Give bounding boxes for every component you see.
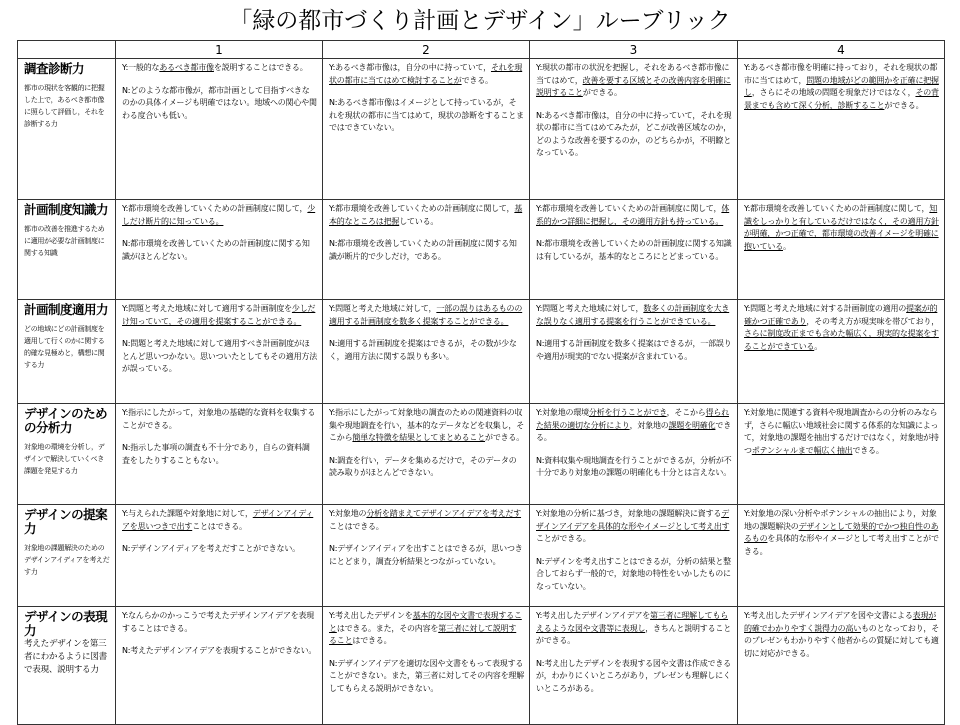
cell-no-text: N:都市環境を改善していくための計画制度に関する知識がほとんどない。: [122, 239, 310, 261]
rubric-row: [18, 607, 945, 725]
criterion-description: 考えたデザインを第三者にわかるように図書で表現、説明する力: [24, 639, 107, 675]
corner-cell: [18, 41, 116, 59]
cell-yes-text: Y:対象地の分析を踏まえてデザインアイデアを考えだすことはできる。: [329, 509, 522, 531]
rubric-cell: [323, 607, 530, 725]
rubric-cell: [116, 300, 323, 404]
rubric-cell: [738, 200, 945, 300]
criterion-title: デザインのための分析力: [24, 406, 108, 435]
rubric-cell: [738, 607, 945, 725]
cell-yes-text: Y:なんらかのかっこうで考えたデザインアイデアを表現することはできる。: [122, 611, 315, 633]
rubric-cell: [530, 404, 738, 505]
rubric-row: [18, 300, 945, 404]
rubric-cell: [530, 505, 738, 607]
rubric-cell: [116, 404, 323, 505]
rubric-table: [17, 40, 945, 725]
cell-yes-text: Y:対象地の深い分析やポテンシャルの抽出により，対象地の課題解決のデザインとして効果的でかつ独自性のあるものを具体的な形やイメージとして考え出すことができる。: [744, 509, 939, 556]
rubric-cell: [738, 404, 945, 505]
rubric-row: [18, 404, 945, 505]
cell-no-text: N:デザインアイデアを適切な図や文書をもって表現することができない。また，第三者に対してその内容を理解してもらえる説明ができない。: [329, 658, 524, 693]
cell-yes-text: Y:問題と考えた地域に対して適用する計画制度を少しだけ知っていて，その適用を提案することができる。: [122, 304, 316, 326]
rubric-cell: [116, 607, 323, 725]
level-header: 4: [738, 41, 945, 59]
cell-yes-text: Y:考え出したデザインを基本的な図や文書で表現することはできる。また，その内容を第三者に対して説明することはできる。: [329, 611, 522, 645]
cell-yes-text: Y:あるべき都市像を明確に持っており，それを現状の都市に当てはめて，問題の地域がどの範囲かを正確に把握し，さらにその地域の問題を現象だけではなく，その背景までも含めて深く分析，診断することができる。: [744, 63, 939, 110]
cell-no-text: N:資料収集や現地調査を行うことができるが，分析が不十分であり対象地の課題の明確化も十分とは言えない。: [536, 455, 732, 477]
criterion-description: 都市の現状を客観的に把握した上で，あるべき都市像に照らして評価し，それを診断する力: [24, 84, 105, 128]
rubric-cell: [116, 59, 323, 200]
rubric-cell: [323, 505, 530, 607]
cell-yes-text: Y:指示にしたがって対象地の調査のための関連資料の収集や現地調査を行い，基本的なデータなどを収集し，そこから簡単な特徴を結果としてまとめることができる。: [329, 408, 525, 442]
rubric-cell: [116, 505, 323, 607]
criterion-cell: [18, 300, 116, 404]
cell-no-text: N:デザインを考え出すことはできるが，分析の結果と整合しておらず一般的で，対象地の特性をいかしたものになっていない。: [536, 556, 731, 591]
criterion-title: デザインの提案力: [24, 507, 108, 536]
cell-no-text: N:適用する計画制度を数多く提案はできるが，一部誤りや適用が現実的でない提案が含まれている。: [536, 339, 732, 361]
cell-yes-text: Y:都市環境を改善していくための計画制度に関して，知識をしっかりと有しているだけではなく，その適用方針が明確，かつ正確で，都市環境の改善イメージを明確に抱いている。: [744, 204, 939, 251]
cell-yes-text: Y:現状の都市の状況を把握し，それをあるべき都市像に当てはめて，改善を要する区域とその改善内容を明確に説明することができる。: [536, 63, 731, 97]
cell-yes-text: Y:指示にしたがって，対象地の基礎的な資料を収集することができる。: [122, 408, 316, 430]
rubric-row: [18, 200, 945, 300]
criterion-cell: [18, 59, 116, 200]
cell-no-text: N:考え出したデザインを表現する図や文書は作成できるが，わかりにくいところがあり，プレゼンも理解しにくいところがある。: [536, 658, 731, 693]
rubric-cell: [323, 59, 530, 200]
criterion-title: 計画制度適用力: [24, 302, 109, 317]
cell-yes-text: Y:一般的なあるべき都市像を説明することはできる。: [122, 63, 308, 72]
cell-yes-text: Y:都市環境を改善していくための計画制度に関して，少しだけ断片的に知っている。: [122, 204, 316, 226]
criterion-cell: [18, 200, 116, 300]
cell-no-text: N:都市環境を改善していくための計画制度に関する知識は有しているが，基本的なところにとどまっている。: [536, 239, 732, 261]
rubric-cell: [530, 607, 738, 725]
rubric-cell: [530, 200, 738, 300]
rubric-cell: [323, 300, 530, 404]
cell-yes-text: Y:考え出したデザインアイデアを図や文書による表現が的確でわかりやすく説得力の高いものとなっており，そのプレゼンもわかりやすく他者からの質疑に対しても適切に対応ができる。: [744, 611, 939, 658]
cell-yes-text: Y:都市環境を改善していくための計画制度に関して，基本的なところは把握している。: [329, 204, 523, 226]
cell-no-text: N:都市環境を改善していくための計画制度に関する知識が断片的で少しだけ，である。: [329, 239, 517, 261]
criterion-description: どの地域にどの計画制度を適用して行くのかに関する的確な見極めと，構想に関する力: [24, 325, 105, 369]
rubric-cell: [530, 300, 738, 404]
cell-no-text: N:デザインアイディアを出すことはできるが，思いつきにとどまり，調査分析結果とつながっていない。: [329, 544, 523, 566]
criterion-title: 計画制度知識力: [24, 202, 109, 217]
level-header: 2: [323, 41, 530, 59]
cell-yes-text: Y:与えられた課題や対象地に対して，デザインアイディアを思いつきで出すことはできる。: [122, 509, 314, 531]
cell-no-text: N:適用する計画制度を提案はできるが，その数が少なく，適用方法に関する誤りも多い。: [329, 339, 517, 361]
rubric-cell: [530, 59, 738, 200]
cell-no-text: N:調査を行い，データを集めるだけで，そのデータの読み取りがほとんどできない。: [329, 455, 517, 477]
rubric-cell: [323, 200, 530, 300]
rubric-row: [18, 59, 945, 200]
cell-no-text: N:考えたデザインアイデアを表現することができない。: [122, 646, 317, 655]
cell-no-text: N:指示した事項の調査も不十分であり，自らの資料調査をしたりすることもない。: [122, 443, 310, 465]
rubric-cell: [116, 200, 323, 300]
page-title: 「緑の都市づくり計画とデザイン」ルーブリック: [229, 8, 731, 34]
cell-yes-text: Y:問題と考えた地域に対する計画制度の適用の提案が的確かつ正確であり，その考え方が現実味を帯びており，さらに制度改正までも含めた幅広く，現実的な提案をすることができている。: [744, 304, 940, 351]
criterion-title: デザインの表現力: [24, 609, 108, 638]
cell-yes-text: Y:対象地の環境分析を行うことができ，そこから得られた結果の適切な分析により，対象地の課題を明確化できる。: [536, 408, 732, 442]
cell-no-text: N:問題と考えた地域に対して適用すべき計画制度がほとんど思いつかない。思いついたとしてもその適用方法が誤っている。: [122, 339, 317, 373]
criterion-cell: [18, 505, 116, 607]
criterion-description: 対象地の課題解決のためのデザインアイディアを考えだす力: [24, 544, 110, 576]
level-header-row: [18, 41, 945, 59]
cell-no-text: N:デザインアイディアを考えだすことができない。: [122, 544, 300, 553]
cell-yes-text: Y:あるべき都市像は，自分の中に持っていて，それを現状の都市に当てはめて検討することができる。: [329, 63, 523, 85]
criterion-cell: [18, 607, 116, 725]
cell-yes-text: Y:問題と考えた地域に対して，一部の誤りはあるものの適用する計画制度を数多く提案することができる。: [329, 304, 523, 326]
cell-yes-text: Y:対象地の分析に基づき，対象地の課題解決に資するデザインアイデアを具体的な形やイメージとして考え出すことができる。: [536, 509, 730, 543]
criterion-cell: [18, 404, 116, 505]
rubric-cell: [738, 300, 945, 404]
rubric-cell: [323, 404, 530, 505]
rubric-row: [18, 505, 945, 607]
cell-no-text: N:あるべき都市像はイメージとして持っているが，それを現状の都市に当てはめて，現状の診断をすることまではできていない。: [329, 98, 524, 132]
cell-yes-text: Y:考え出したデザインアイデアを第三者に理解してもらえるような図や文書等に表現し，きちんと説明することができる。: [536, 611, 732, 645]
criterion-description: 都市の改善を推進するために適用が必要な計画制度に関する知識: [24, 225, 105, 257]
rubric-cell: [738, 59, 945, 200]
level-header: 1: [116, 41, 323, 59]
criterion-title: 調査診断力: [24, 61, 85, 76]
cell-yes-text: Y:対象地に関連する資料や現地調査からの分析のみならず，さらに幅広い地域社会に関する体系的な知識によって，対象地の課題を抽出するだけではなく，対象地が持つポテンシャルまで幅広く抽出できる。: [744, 408, 939, 455]
cell-no-text: N:どのような都市像が，都市計画として目指すべきなのかの具体イメージも明確ではない。地域への関心や関わる度合いも低い。: [122, 85, 317, 120]
cell-no-text: N:あるべき都市像は，自分の中に持っていて，それを現状の都市に当てはめてみたが，どこが改善区域なのか，どのような改善を要するのか，のどちらかが，不明瞭となっている。: [536, 110, 732, 157]
cell-yes-text: Y:問題と考えた地域に対して，数多くの計画制度を大きな誤りなく適用する提案を行うことができている。: [536, 304, 730, 326]
criterion-description: 対象地の環境を分析し，デザインで解決していくべき課題を発見する力: [24, 443, 105, 475]
cell-yes-text: Y:都市環境を改善していくための計画制度に関して，体系的かつ詳細に把握し，その適用方針も持っている。: [536, 204, 730, 226]
rubric-cell: [738, 505, 945, 607]
level-header: 3: [530, 41, 738, 59]
